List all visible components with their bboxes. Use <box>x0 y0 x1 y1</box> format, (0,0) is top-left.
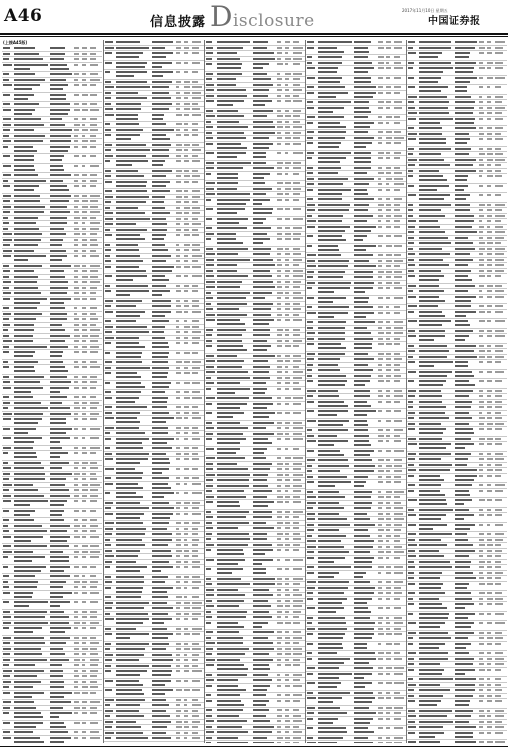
section-title-en-rest: isclosure <box>232 11 315 31</box>
table-row <box>2 417 102 427</box>
table-row <box>2 721 102 731</box>
table-row <box>407 184 507 194</box>
table-row <box>306 672 406 682</box>
table-row <box>2 254 102 264</box>
table-row <box>2 427 102 437</box>
table-row <box>306 480 406 490</box>
table-row <box>205 217 305 227</box>
table-rows <box>306 40 406 743</box>
table-row <box>2 711 102 721</box>
table-row <box>2 691 102 701</box>
table-row <box>205 548 305 558</box>
table-row <box>104 371 204 381</box>
table-row <box>407 137 507 147</box>
table-row <box>306 597 406 607</box>
table-column <box>406 40 507 743</box>
table-rows <box>104 40 204 743</box>
table-row <box>205 237 305 247</box>
table-row <box>104 233 204 243</box>
table-row <box>407 731 507 741</box>
table-row <box>407 310 507 320</box>
table-row <box>306 449 406 459</box>
section-title-cn: 信息披露 <box>150 15 207 30</box>
table-row <box>104 289 204 299</box>
table-row <box>407 523 507 533</box>
table-row <box>407 51 507 61</box>
table-row <box>407 602 507 612</box>
table-row <box>407 360 507 370</box>
table-row <box>2 386 102 396</box>
table-row <box>104 512 204 522</box>
table-row <box>407 474 507 484</box>
table-row <box>104 669 204 679</box>
table-row <box>407 740 507 743</box>
table-row <box>205 699 305 709</box>
table-row <box>2 591 102 601</box>
table-row <box>306 106 406 116</box>
table-row <box>306 400 406 410</box>
table-row <box>205 198 305 208</box>
table-row <box>407 66 507 76</box>
disclosure-table-area <box>2 40 506 743</box>
table-row <box>2 164 102 174</box>
table-row <box>407 319 507 329</box>
table-row <box>306 188 406 198</box>
masthead-rule-thin <box>0 36 508 37</box>
section-title-en-initial: D <box>210 0 233 33</box>
table-row <box>306 76 406 86</box>
table-row <box>306 156 406 166</box>
page-number: A46 <box>4 6 43 26</box>
table-row <box>2 451 102 461</box>
table-row <box>104 159 204 169</box>
table-row <box>205 99 305 109</box>
table-row <box>407 85 507 95</box>
table-row <box>104 274 204 284</box>
table-row <box>104 457 204 467</box>
table-row <box>104 381 204 391</box>
table-row <box>306 234 406 244</box>
table-row <box>407 117 507 127</box>
table-row <box>104 617 204 627</box>
table-row <box>407 442 507 452</box>
table-row <box>306 571 406 581</box>
table-row <box>104 180 204 190</box>
table-column <box>103 40 204 743</box>
table-row <box>2 436 102 446</box>
table-row <box>306 741 406 743</box>
table-row <box>205 151 305 161</box>
table-row <box>407 379 507 389</box>
table-row <box>2 736 102 744</box>
table-row <box>205 558 305 568</box>
table-row <box>205 318 305 328</box>
table-row <box>407 193 507 203</box>
table-row <box>104 467 204 477</box>
masthead-rule <box>0 33 508 35</box>
table-row <box>306 632 406 642</box>
table-row <box>205 344 305 354</box>
table-row <box>205 567 305 577</box>
table-column <box>204 40 305 743</box>
table-row <box>407 370 507 380</box>
table-row <box>2 565 102 575</box>
table-row <box>104 565 204 575</box>
masthead <box>0 0 508 36</box>
table-row <box>407 642 507 652</box>
table-row <box>306 606 406 616</box>
section-title-en <box>210 0 315 33</box>
table-row <box>104 416 204 426</box>
table-row <box>407 489 507 499</box>
table-row <box>2 108 102 118</box>
table-row <box>104 437 204 447</box>
table-row <box>104 133 204 143</box>
table-row <box>306 342 406 352</box>
table-row <box>2 297 102 307</box>
table-row <box>306 556 406 566</box>
table-row <box>306 726 406 736</box>
table-row <box>407 668 507 678</box>
table-row <box>104 688 204 698</box>
table-row <box>2 365 102 375</box>
table-row <box>205 663 305 673</box>
continued-from-heading: (上接A45版) <box>3 40 28 45</box>
table-row <box>104 51 204 61</box>
table-row <box>306 286 406 296</box>
table-row <box>104 491 204 501</box>
table-row <box>205 500 305 510</box>
table-rows <box>2 46 102 743</box>
table-row <box>407 76 507 86</box>
table-row <box>2 83 102 93</box>
table-row <box>104 586 204 596</box>
table-row <box>306 225 406 235</box>
table-column <box>305 40 406 743</box>
table-row <box>104 341 204 351</box>
table-row <box>306 717 406 727</box>
table-row <box>306 141 406 151</box>
table-row <box>306 66 406 76</box>
table-column <box>2 40 102 743</box>
table-row <box>306 379 406 389</box>
table-row <box>2 154 102 164</box>
table-row <box>205 437 305 447</box>
table-rows <box>205 40 305 743</box>
table-row <box>2 184 102 194</box>
table-row <box>306 439 406 449</box>
table-row <box>306 91 406 101</box>
table-row <box>306 121 406 131</box>
table-row <box>205 142 305 152</box>
table-row <box>104 113 204 123</box>
table-row <box>407 612 507 622</box>
table-row <box>2 509 102 519</box>
table-row <box>104 61 204 71</box>
table-row <box>306 681 406 691</box>
table-row <box>306 419 406 429</box>
table-row <box>205 62 305 72</box>
table-row <box>407 513 507 523</box>
table-row <box>306 311 406 321</box>
table-row <box>205 741 305 743</box>
table-row <box>104 310 204 320</box>
table-row <box>205 172 305 182</box>
table-row <box>104 632 204 642</box>
table-row <box>407 274 507 284</box>
table-row <box>407 621 507 631</box>
table-row <box>2 626 102 636</box>
table-row <box>104 265 204 275</box>
table-row <box>205 684 305 694</box>
table-row <box>104 396 204 406</box>
table-row <box>2 535 102 545</box>
table-row <box>104 679 204 689</box>
table-row <box>407 498 507 508</box>
table-row <box>306 696 406 706</box>
table-row <box>407 295 507 305</box>
table-row <box>104 482 204 492</box>
table-row <box>306 296 406 306</box>
table-row <box>306 244 406 254</box>
table-row <box>104 742 204 744</box>
newspaper-name: 中国证券报 <box>428 16 481 27</box>
table-row <box>306 409 406 419</box>
table-row <box>306 642 406 652</box>
table-row <box>2 600 102 610</box>
table-row <box>306 46 406 56</box>
table-row <box>205 402 305 412</box>
table-row <box>205 387 305 397</box>
table-row <box>104 351 204 361</box>
table-row <box>2 555 102 565</box>
table-row <box>205 621 305 631</box>
table-row <box>306 657 406 667</box>
footer-rule <box>0 746 508 747</box>
table-row <box>407 582 507 592</box>
table-row <box>104 70 204 80</box>
table-row <box>205 411 305 421</box>
table-row <box>407 427 507 437</box>
table-row <box>407 174 507 184</box>
table-row <box>2 93 102 103</box>
table-row <box>407 334 507 344</box>
table-row <box>2 145 102 155</box>
table-row <box>407 699 507 709</box>
table-row <box>205 207 305 217</box>
table-row <box>205 447 305 457</box>
table-row <box>2 63 102 73</box>
table-row <box>2 350 102 360</box>
table-rows <box>407 40 507 743</box>
table-row <box>2 499 102 509</box>
dateline: 2017年11月10日 星期五 <box>402 8 448 13</box>
